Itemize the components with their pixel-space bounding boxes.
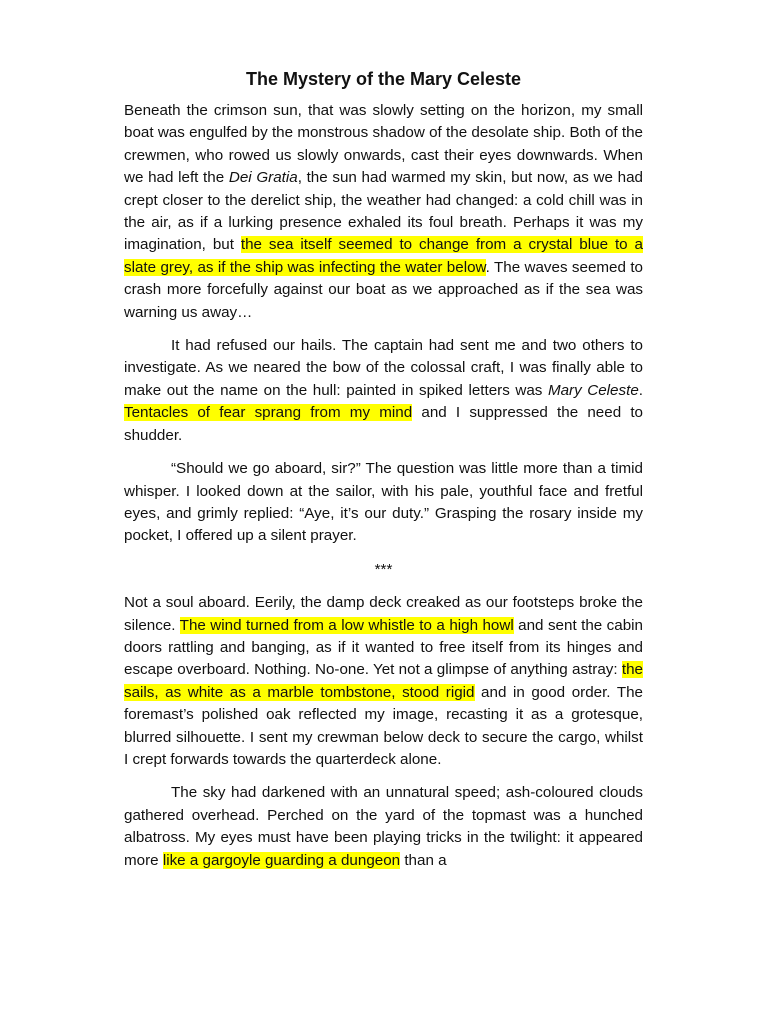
text-run: , the sun had warmed my skin, but now, as we had crept closer to the derelict ship, the weather had changed: a cold chill was in the air, as if a lurking presence exhaled its foul breath. Perhaps it was my imagination, but	[124, 169, 643, 254]
text-run: and sent the cabin doors rattling and banging, as if it wanted to free itself from its hinges and escape overboard. Nothing. No-one. Yet not a glimpse of anything astray:	[124, 616, 643, 679]
text-run: Beneath the crimson sun, that was slowly setting on the horizon, my small boat was engulfed by the monstrous shadow of the desolate ship. Both of the crewmen, who rowed us slowly onwards, cast their eyes downwards. When we had left the	[124, 102, 643, 187]
text-run: “Should we go aboard, sir?” The question was little more than a timid whisper. I looked down at the sailor, with his pale, youthful face and fretful eyes, and grimly replied: “Aye, it’s our duty.” Grasping the rosary inside my pocket, I offered up a silent prayer.	[124, 460, 643, 545]
paragraph-5	[124, 782, 643, 872]
text-run: The sky had darkened with an unnatural speed; ash-coloured clouds gathered overhead. Perched on the yard of the topmast was a hunched albatross. My eyes must have been playing tricks in the twilight: it appeared more	[124, 784, 643, 869]
text-run: .	[638, 381, 643, 399]
highlighted-phrase: the sails, as white as a marble tombstone, stood rigid	[124, 661, 643, 701]
paragraph-1	[124, 100, 643, 324]
highlighted-phrase: the sea itself seemed to change from a crystal blue to a slate grey, as if the ship was infecting the water below	[124, 236, 643, 276]
document-page	[124, 64, 643, 883]
ship-name-italic: Dei Gratia	[228, 169, 298, 187]
paragraph-4	[124, 592, 643, 771]
text-run: Not a soul aboard. Eerily, the damp deck creaked as our footsteps broke the silence.	[124, 594, 643, 634]
ship-name-italic: Mary Celeste	[547, 381, 639, 399]
paragraph-2	[124, 335, 643, 447]
text-run: It had refused our hails. The captain had sent me and two others to investigate. As we neared the bow of the colossal craft, I was finally able to make out the name on the hull: painted in spiked letters was	[124, 337, 643, 399]
document-title: The Mystery of the Mary Celeste	[245, 69, 522, 89]
text-run: than a	[400, 851, 447, 869]
text-run: and I suppressed the need to shudder.	[124, 404, 643, 444]
highlighted-phrase: Tentacles of fear sprang from my mind	[124, 404, 413, 422]
text-run: and in good order. The foremast’s polished oak reflected my image, recasting it as a grotesque, blurred silhouette. I sent my crewman below deck to secure the cargo, whilst I crept forwards towards the quarterdeck alone.	[124, 683, 643, 768]
highlighted-phrase: The wind turned from a low whistle to a high howl	[179, 616, 514, 634]
section-separator: ***	[374, 560, 393, 578]
highlighted-phrase: like a gargoyle guarding a dungeon	[162, 851, 401, 869]
paragraph-3	[124, 458, 643, 548]
text-run: . The waves seemed to crash more forcefully against our boat as we approached as if the sea was warning us away…	[124, 258, 643, 321]
